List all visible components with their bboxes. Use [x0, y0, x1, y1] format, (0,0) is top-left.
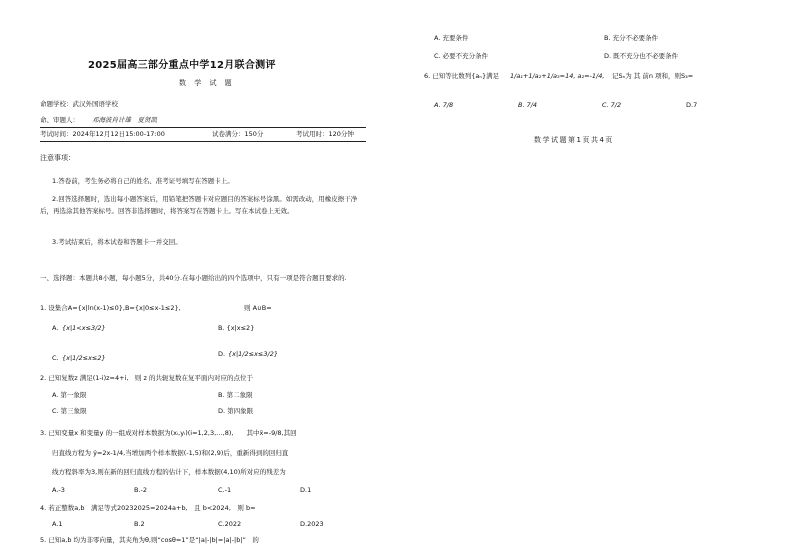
q1-option-d: {x|1/2≤x≤3/2} — [228, 350, 278, 358]
q3-option-b: B.-2 — [134, 486, 148, 494]
q1-option-d-label: D. — [218, 350, 226, 358]
notice-1: 1.答卷前，考生务必将自己的姓名、准考证号填写在答题卡上。 — [52, 177, 234, 185]
q3-option-d: D.1 — [300, 486, 312, 494]
q4-option-d: D.2023 — [300, 520, 324, 528]
notice-3: 3.考试结束后，将本试卷和答题卡一并交回。 — [52, 238, 182, 246]
q2-option-b: B. 第二象限 — [218, 391, 253, 399]
q3-option-c: C.-1 — [218, 486, 232, 494]
exam-time: 考试时间：2024年12月12日15:00-17:00 — [40, 130, 165, 138]
q4-option-b: B.2 — [134, 520, 145, 528]
q3-line-3: 线方程斜率为3,则在新的回归直线方程的估计下，样本数据(4,10)所对应的残差为 — [52, 468, 286, 476]
q6-stem-formula: 1/a₁+1/a₂+1/a₃=14, a₂=-1/4, — [510, 72, 605, 80]
q5-stem: 5. 已知a,b 均为非零向量，其夹角为θ,则“cosθ=1”是“|a|-|b|=|a|-|b|” 的 — [40, 536, 259, 544]
q4-option-a: A.1 — [52, 520, 63, 528]
q5-option-d: D. 既不充分也不必要条件 — [604, 52, 679, 60]
q3-line-1: 3. 已知变量x 和变量y 的一组成对样本数据为(xᵢ,yᵢ)(i=1,2,3,…,8), 其中x̄=-9/8,其回 — [40, 429, 297, 437]
notice-title: 注意事项： — [40, 154, 75, 162]
q2-stem: 2. 已知复数z 满足(1-i)z=4+i, 则 z 的共轭复数在复平面内对应的点位于 — [40, 374, 253, 382]
q6-option-a: A. 7/8 — [434, 101, 454, 109]
q6-stem-pre: 6. 已知等比数列{aₙ}满足 — [424, 72, 500, 80]
q5-option-c: C. 必要不充分条件 — [434, 52, 489, 60]
q6-option-c: C. 7/2 — [602, 101, 622, 109]
section-1-heading: 一、选择题：本题共8小题，每小题5分，共40分.在每小题给出的四个选项中，只有一项是符合题目要求的. — [40, 274, 347, 282]
q1-ask: 则 A∪B= — [244, 304, 272, 312]
q6-stem-post: 记Sₙ为 其 前n 项和，则S₃= — [612, 72, 694, 80]
q2-option-d: D. 第四象限 — [218, 407, 254, 415]
q2-option-c: C. 第三象限 — [52, 407, 87, 415]
reviewers-names: 邓海波肖计雄 夏贤凯 — [92, 116, 157, 124]
q4-stem: 4. 若正整数a,b 满足等式20232025=2024a+b, 且 b<2024, 则 b= — [40, 504, 256, 512]
exam-title: 2025届高三部分重点中学12月联合测评 — [88, 60, 276, 71]
q3-line-2: 归直线方程为 ŷ=2x-1/4,当增加两个样本数据(-1,5)和(2,9)后，重新得到的回归直 — [52, 449, 289, 457]
full-score: 试卷满分：150分 — [212, 130, 264, 138]
notice-2: 2.回答选择题时，选出每小题答案后，用铅笔把答题卡对应题目的答案标号涂黑。如需改动，用橡皮擦干净后，再选涂其他答案标号。回答非选择题时，将答案写在答题卡上。写在本试卷上无效。 — [40, 195, 358, 215]
q6-option-b: B. 7/4 — [518, 101, 538, 109]
proposing-school: 命题学校：武汉外国语学校 — [40, 100, 118, 108]
header-divider-top — [40, 127, 366, 128]
q1-option-c-label: C. — [52, 354, 59, 362]
q1-option-a: {x|1<x≤3/2} — [62, 324, 106, 332]
q3-option-a: A.-3 — [52, 486, 65, 494]
q1-option-a-label: A. — [52, 324, 59, 332]
q5-option-b: B. 充分不必要条件 — [604, 34, 659, 42]
header-divider-bottom — [40, 141, 366, 142]
q6-option-d: D.7 — [686, 101, 698, 109]
reviewers-label: 命、审题人： — [40, 116, 79, 124]
q1-option-c: {x|1/2≤x≤2} — [62, 354, 106, 362]
q2-option-a: A. 第一象限 — [52, 391, 87, 399]
q4-option-c: C.2022 — [218, 520, 242, 528]
q1-stem: 1. 设集合A={x|ln(x-1)≤0},B={x|0≤x-1≤2}, — [40, 304, 181, 312]
q5-option-a: A. 充要条件 — [434, 34, 469, 42]
exam-duration: 考试用时：120分钟 — [296, 130, 354, 138]
q1-option-b: B. {x|x≤2} — [218, 324, 255, 332]
page-footer: 数学试题第1页共4页 — [534, 136, 614, 144]
exam-subtitle: 数 学 试 题 — [179, 79, 235, 87]
